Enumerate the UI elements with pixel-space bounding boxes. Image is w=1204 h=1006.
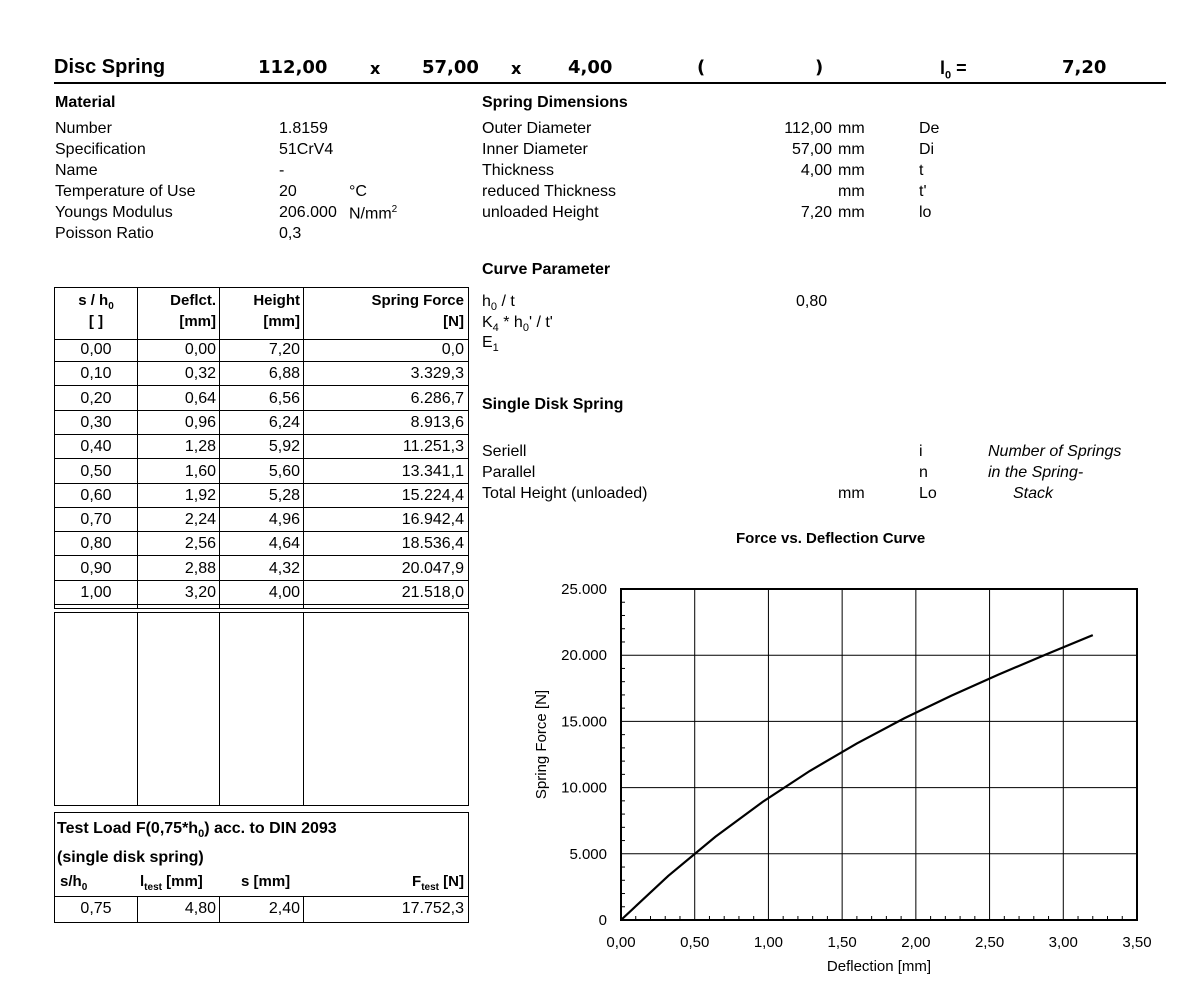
table-cell-height: 6,88 xyxy=(268,365,300,383)
test-col-ftest: $F_{test}$ [N] xyxy=(412,873,464,893)
table-cell-s-h0: 1,00 xyxy=(80,584,112,601)
row-divider xyxy=(54,385,468,386)
dimension-unit: mm xyxy=(838,120,865,137)
e1-label: $E_1$ xyxy=(482,334,499,355)
test-col-s: s [mm] xyxy=(241,873,291,890)
spec-title: Disc Spring xyxy=(54,56,166,78)
test-val-s: 2,40 xyxy=(268,900,300,917)
x-tick-label: 0,00 xyxy=(606,934,636,951)
dimension-unit: mm xyxy=(838,141,865,158)
table-cell-deflection: 1,28 xyxy=(184,438,216,456)
table-cell-deflection: 0,32 xyxy=(184,365,216,383)
material-label: Poisson Ratio xyxy=(55,225,154,242)
row-divider xyxy=(54,507,468,508)
stack-label: Parallel xyxy=(482,464,536,481)
force-curve xyxy=(621,635,1093,920)
row-divider xyxy=(54,555,468,556)
single-disk-title: Single Disk Spring xyxy=(482,396,624,413)
curve-param-title: Curve Parameter xyxy=(482,261,611,278)
table-cell-height: 5,92 xyxy=(268,438,300,456)
dimension-symbol: Di xyxy=(919,141,935,158)
l0-label: $l_0$ = xyxy=(940,58,967,82)
y-tick-label: 0 xyxy=(598,912,607,929)
y-axis-label: Spring Force [N] xyxy=(533,689,550,800)
h0-over-t-label: $h_0$ / t xyxy=(482,293,515,314)
x-tick-label: 1,00 xyxy=(753,934,784,951)
col-header-height: Height xyxy=(253,292,300,309)
col-header-deflection: Deflct. xyxy=(170,292,216,309)
table-cell-s-h0: 0,00 xyxy=(80,341,112,358)
table-cell-deflection: 3,20 xyxy=(184,584,216,601)
y-tick-label: 25.000 xyxy=(561,581,607,598)
dimension-label: unloaded Height xyxy=(482,204,599,221)
times-sign: x xyxy=(370,59,381,78)
dimension-value: 57,00 xyxy=(791,141,832,158)
paren-open: ( xyxy=(697,57,706,78)
row-divider xyxy=(54,434,468,435)
material-title: Material xyxy=(55,94,116,111)
test-col-s-h0: $s/h_0$ xyxy=(60,873,88,893)
table-cell-force: 3.329,3 xyxy=(410,365,464,383)
dimension-label: Outer Diameter xyxy=(482,120,592,137)
x-tick-label: 3,00 xyxy=(1048,934,1078,951)
material-value: - xyxy=(279,162,285,179)
material-value: 0,3 xyxy=(279,225,302,242)
table-cell-force: 18.536,4 xyxy=(401,535,464,553)
table-cell-force: 20.047,9 xyxy=(401,559,464,577)
x-tick-label: 2,50 xyxy=(974,934,1005,951)
y-tick-label: 15.000 xyxy=(561,713,607,731)
table-cell-deflection: 1,60 xyxy=(184,462,216,480)
test-load-title: Test Load $F(0,75*h_0)$ acc. to DIN 2093 xyxy=(57,820,337,841)
test-load-subtitle: (single disk spring) xyxy=(57,849,204,866)
table-cell-deflection: 1,92 xyxy=(184,486,216,504)
stack-label: Total Height (unloaded) xyxy=(482,485,648,502)
table-cell-s-h0: 0,60 xyxy=(80,486,112,504)
row-divider xyxy=(54,580,468,581)
header-rule xyxy=(54,82,1166,84)
x-axis-label: Deflection [mm] xyxy=(826,958,932,975)
dimension-value: 112,00 xyxy=(784,120,832,137)
row-divider xyxy=(54,604,468,605)
table-cell-s-h0: 0,20 xyxy=(80,389,112,407)
material-label: Temperature of Use xyxy=(55,183,196,200)
x-tick-label: 2,00 xyxy=(901,934,931,951)
stack-note: in the Spring- xyxy=(988,464,1084,481)
table-cell-deflection: 0,00 xyxy=(184,341,216,358)
stack-symbol: i xyxy=(919,443,923,460)
force-deflection-chart xyxy=(480,570,1200,1000)
table-cell-force: 13.341,1 xyxy=(401,462,464,480)
outer-diameter-value: 112,00 xyxy=(258,57,328,78)
material-unit: °C xyxy=(349,183,367,200)
paren-close: ) xyxy=(815,57,824,78)
y-tick-label: 5.000 xyxy=(569,845,607,863)
material-unit: $N/mm^2$ xyxy=(349,204,398,223)
table-cell-deflection: 2,24 xyxy=(184,511,216,529)
stack-note: Number of Springs xyxy=(988,443,1122,460)
inner-diameter-value: 57,00 xyxy=(422,57,479,78)
row-divider xyxy=(54,410,468,411)
dimension-unit: mm xyxy=(838,162,865,179)
table-cell-force: 21.518,0 xyxy=(401,584,464,601)
table-cell-s-h0: 0,80 xyxy=(80,535,112,553)
y-tick-label: 10.000 xyxy=(561,779,607,797)
table-cell-height: 5,60 xyxy=(268,462,300,480)
col-unit-force: [N] xyxy=(443,313,464,330)
test-val-s-h0: 0,75 xyxy=(80,900,112,917)
y-tick-label: 20.000 xyxy=(561,647,607,665)
table-cell-height: 4,64 xyxy=(268,535,300,553)
dimension-value: 4,00 xyxy=(800,162,832,179)
stack-label: Seriell xyxy=(482,443,527,460)
row-divider xyxy=(54,458,468,459)
table-cell-s-h0: 0,40 xyxy=(80,438,112,456)
k4-label: $K_4 * h_0'$ / t' xyxy=(482,314,553,335)
table-cell-height: 7,20 xyxy=(268,341,300,358)
l0-value: 7,20 xyxy=(1062,57,1107,78)
table-cell-s-h0: 0,10 xyxy=(80,365,112,383)
table-cell-height: 4,96 xyxy=(268,511,300,529)
h0-over-t-value: 0,80 xyxy=(796,293,828,310)
dimension-label: reduced Thickness xyxy=(482,183,616,200)
table-cell-force: 8.913,6 xyxy=(410,413,464,431)
dimensions-title: Spring Dimensions xyxy=(482,94,628,111)
thickness-value: 4,00 xyxy=(568,57,613,78)
times-sign: x xyxy=(511,59,522,78)
table-cell-force: 6.286,7 xyxy=(410,389,464,407)
test-col-ltest: $l_{test}$ [mm] xyxy=(140,873,203,893)
table-cell-s-h0: 0,50 xyxy=(80,462,112,480)
dimension-unit: mm xyxy=(838,183,865,200)
table-cell-deflection: 0,96 xyxy=(184,413,216,431)
stack-symbol: n xyxy=(919,464,928,481)
material-value: 1.8159 xyxy=(279,120,328,137)
dimension-label: Thickness xyxy=(482,162,555,179)
table-cell-height: 6,56 xyxy=(268,389,300,407)
row-divider xyxy=(54,361,468,362)
x-tick-label: 0,50 xyxy=(680,934,710,951)
table-cell-deflection: 2,56 xyxy=(184,535,216,553)
material-label: Youngs Modulus xyxy=(55,204,173,221)
material-label: Name xyxy=(55,162,98,179)
table-cell-force: 0,0 xyxy=(441,341,464,358)
table-cell-height: 4,32 xyxy=(268,559,300,577)
table-cell-s-h0: 0,70 xyxy=(80,511,112,529)
x-tick-label: 1,50 xyxy=(827,934,857,951)
table-cell-height: 5,28 xyxy=(268,486,300,504)
dimension-unit: mm xyxy=(838,204,865,221)
dimension-symbol: De xyxy=(919,120,940,137)
table-cell-s-h0: 0,90 xyxy=(80,559,112,577)
row-divider xyxy=(54,483,468,484)
dimension-value: 7,20 xyxy=(800,204,832,221)
stack-symbol: Lo xyxy=(919,485,937,502)
table-cell-deflection: 0,64 xyxy=(184,389,216,407)
dimension-label: Inner Diameter xyxy=(482,141,588,158)
plot-frame xyxy=(621,589,1137,920)
stack-unit: mm xyxy=(838,485,865,502)
col-header-s-h0: s / $h_0$ xyxy=(78,292,114,312)
x-tick-label: 3,50 xyxy=(1122,934,1152,951)
col-unit-s-h0: [ ] xyxy=(88,313,104,330)
dimension-symbol: lo xyxy=(919,204,932,221)
material-value: 51CrV4 xyxy=(279,141,334,158)
table-cell-deflection: 2,88 xyxy=(184,559,216,577)
table-cell-height: 6,24 xyxy=(268,413,300,431)
col-header-force: Spring Force xyxy=(371,292,464,309)
table-cell-force: 11.251,3 xyxy=(402,438,464,456)
material-value: 206.000 xyxy=(279,204,337,221)
row-divider xyxy=(54,531,468,532)
col-unit-height: [mm] xyxy=(263,313,300,330)
dimension-symbol: t xyxy=(919,162,924,179)
col-unit-deflection: [mm] xyxy=(179,313,216,330)
table-cell-height: 4,00 xyxy=(268,584,300,601)
test-val-ltest: 4,80 xyxy=(184,900,216,917)
chart-title: Force vs. Deflection Curve xyxy=(736,530,926,547)
table-cell-force: 16.942,4 xyxy=(401,511,464,529)
dimension-symbol: t' xyxy=(919,183,927,200)
stack-note: Stack xyxy=(1013,485,1054,502)
material-value: 20 xyxy=(279,183,297,200)
table-cell-force: 15.224,4 xyxy=(401,486,464,504)
material-label: Number xyxy=(55,120,112,137)
table-cell-s-h0: 0,30 xyxy=(80,413,112,431)
material-label: Specification xyxy=(55,141,146,158)
test-val-ftest: 17.752,3 xyxy=(401,900,464,917)
